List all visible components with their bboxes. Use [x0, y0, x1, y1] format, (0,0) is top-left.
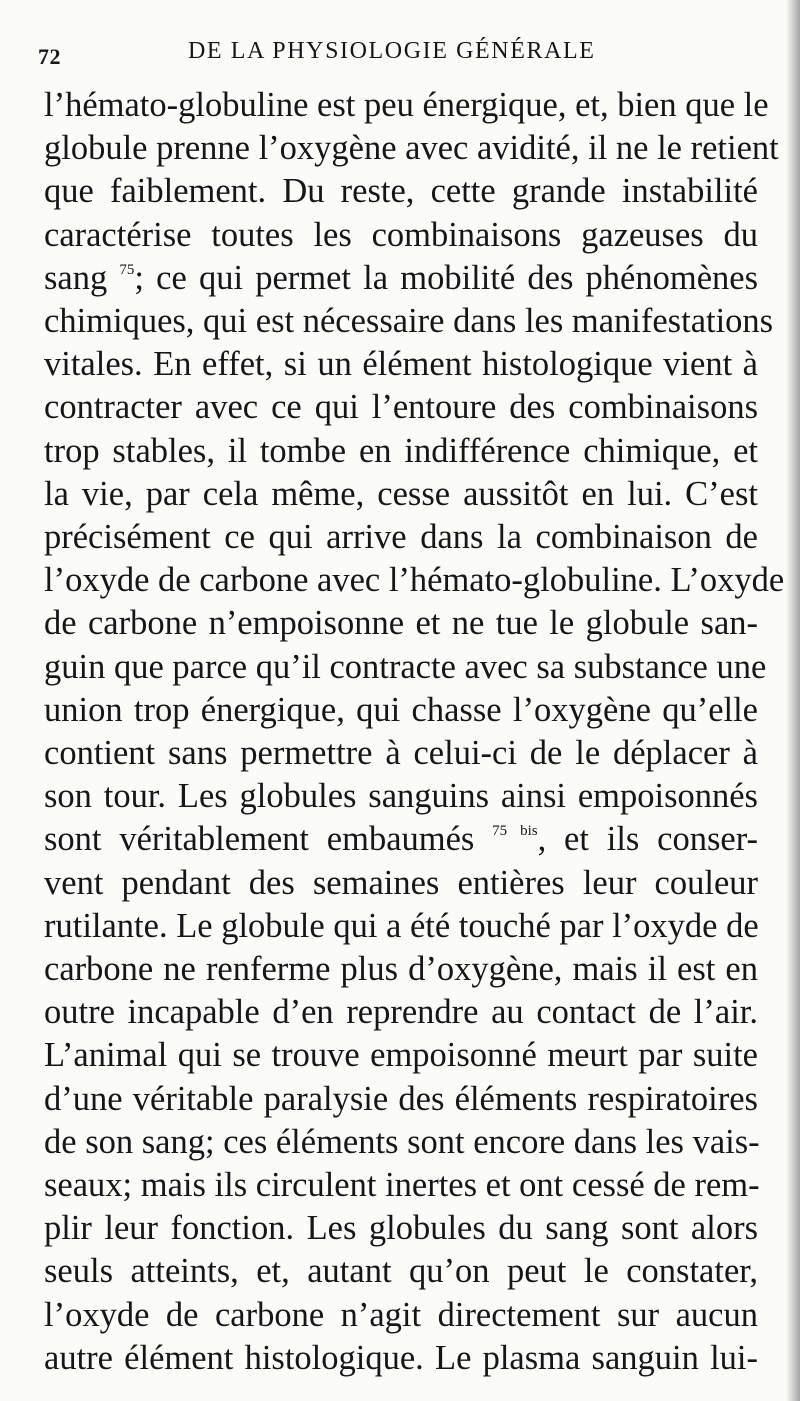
text-line: la vie, par cela même, cesse aussitôt en lui. C’est — [44, 474, 758, 513]
text-line: autre élément histologique. Le plasma sanguin lui- — [44, 1338, 758, 1377]
text-line: caractérise toutes les combinaisons gazeuses du — [44, 215, 758, 254]
text-line: outre incapable d’en reprendre au contact de l’air. — [44, 993, 758, 1032]
text-line: vent pendant des semaines entières leur couleur — [44, 863, 758, 902]
text-line: globule prenne l’oxygène avec avidité, il ne le retient — [44, 129, 779, 168]
text-line: rutilante. Le globule qui a été touché par l’oxyde de — [44, 906, 759, 945]
text-line: union trop énergique, qui chasse l’oxygène qu’elle — [44, 690, 758, 729]
text-line: vitales. En effet, si un élément histologique vient à — [44, 345, 758, 384]
text-line — [44, 818, 758, 861]
body-text — [44, 84, 785, 1380]
text-line: contracter avec ce qui l’entoure des combinaisons — [44, 388, 758, 427]
text-segment: , et ils conser- — [537, 820, 758, 859]
text-line: que faiblement. Du reste, cette grande instabilité — [44, 172, 758, 211]
text-line: contient sans permettre à celui-ci de le déplacer à — [44, 734, 758, 773]
text-line: de son sang; ces éléments sont encore dans les vais- — [44, 1122, 760, 1161]
text-segment: ; ce qui permet la mobilité des phénomènes — [134, 258, 759, 297]
footnote-reference: 75 — [119, 261, 135, 278]
page-header — [38, 36, 758, 76]
text-line: l’oxyde de carbone n’agit directement sur aucun — [44, 1295, 758, 1334]
text-line: trop stables, il tombe en indifférence chimique, et — [44, 431, 758, 470]
text-line: carbone ne renferme plus d’oxygène, mais il est en — [44, 950, 758, 989]
text-line: L’animal qui se trouve empoisonné meurt par suite — [44, 1036, 758, 1075]
text-line: son tour. Les globules sanguins ainsi empoisonnés — [44, 777, 758, 816]
page-number: 72 — [38, 44, 61, 69]
text-line: chimiques, qui est nécessaire dans les manifestations — [44, 302, 774, 341]
text-line: guin que parce qu’il contracte avec sa substance une — [44, 647, 767, 686]
text-line: de carbone n’empoisonne et ne tue le globule san- — [44, 604, 758, 643]
text-line: précisément ce qui arrive dans la combinaison de — [44, 518, 758, 557]
text-line: l’hémato-globuline est peu énergique, et, bien que le — [44, 86, 769, 124]
text-line: plir leur fonction. Les globules du sang sont alors — [44, 1209, 758, 1248]
text-line: l’oxyde de carbone avec l’hémato-globuline. L’oxyde — [44, 561, 785, 600]
text-line: d’une véritable paralysie des éléments respiratoires — [44, 1079, 758, 1118]
text-segment: sang — [44, 258, 120, 297]
text-line: seaux; mais ils circulent inertes et ont cessé de rem- — [44, 1166, 760, 1205]
text-segment: sont véritablement embaumés — [44, 820, 493, 859]
text-line — [44, 257, 758, 300]
footnote-reference: 75 bis — [492, 823, 538, 840]
running-head: DE LA PHYSIOLOGIE GÉNÉRALE — [188, 38, 596, 64]
page-edge-shadow — [786, 0, 800, 1401]
text-line: seuls atteints, et, autant qu’on peut le constater, — [44, 1252, 758, 1291]
